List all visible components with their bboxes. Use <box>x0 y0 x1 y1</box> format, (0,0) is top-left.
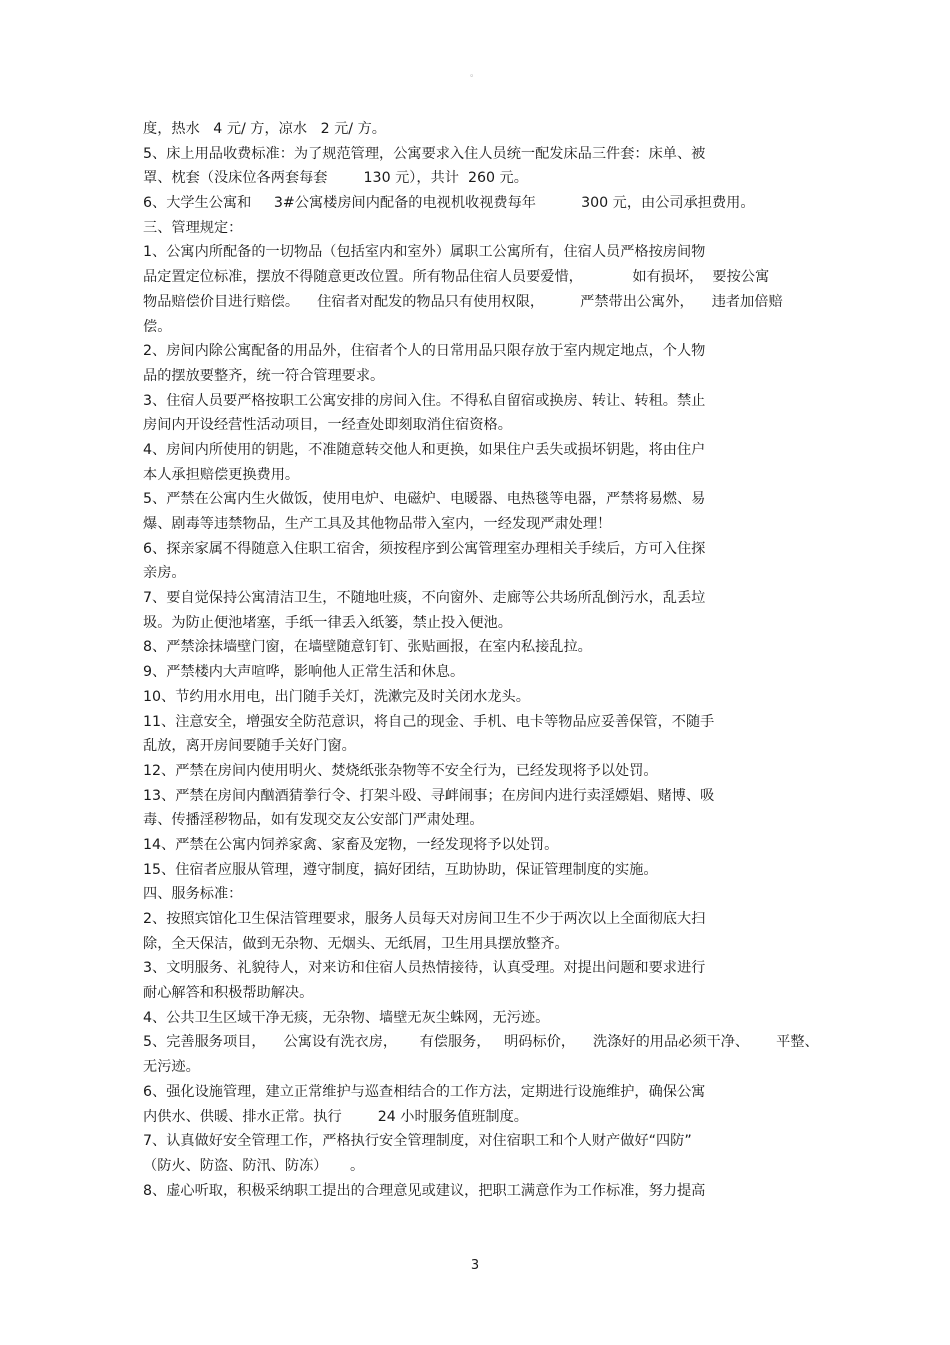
text-line: 圾。为防止便池堵塞，手纸一律丢入纸篓，禁止投入便池。 <box>143 614 512 631</box>
text-line: 8、虚心听取，积极采纳职工提出的合理意见或建议，把职工满意作为工作标准，努力提高 <box>143 1182 706 1199</box>
text-line: 2、按照宾馆化卫生保洁管理要求，服务人员每天对房间卫生不少于两次以上全面彻底大扫 <box>143 911 706 927</box>
text-line: 7、要自觉保持公寓清洁卫生，不随地吐痰，不向窗外、走廊等公共场所乱倒污水，乱丢垃 <box>143 590 706 607</box>
text-line: 偿。 <box>143 318 172 335</box>
text-line: 9、严禁楼内大声喧哗，影响他人正常生活和休息。 <box>143 664 465 681</box>
text-line: 7、认真做好安全管理工作，严格执行安全管理制度，对住宿职工和个人财产做好“四防” <box>143 1133 692 1150</box>
text-line: 物品赔偿价目进行赔偿。 住宿者对配发的物品只有使用权限， 严禁带出公寓外， 违者加倍赔 <box>143 293 783 310</box>
text-line: 8、严禁涂抹墙壁门窗，在墙壁随意钉钉、张贴画报，在室内私接乱拉。 <box>143 639 592 656</box>
text-line: 本人承担赔偿更换费用。 <box>143 466 300 483</box>
text-line: 3、住宿人员要严格按职工公寓安排的房间入住。不得私自留宿或换房、转让、转租。禁止 <box>143 392 706 409</box>
text-line: 罩、枕套（没床位各两套每套 130 元），共计 260 元。 <box>143 170 528 187</box>
text-line: 15、住宿者应服从管理，遵守制度，搞好团结，互助协助，保证管理制度的实施。 <box>143 861 658 878</box>
text-line: 5、严禁在公寓内生火做饭，使用电炉、电磁炉、电暖器、电热毯等电器，严禁将易燃、易 <box>143 491 706 508</box>
text-line: 6、大学生公寓和 3#公寓楼房间内配备的电视机收视费每年 300 元，由公司承担费用。 <box>143 195 755 212</box>
text-line: 毒、传播淫秽物品，如有发现交友公安部门严肃处理。 <box>143 812 484 829</box>
text-line: 4、房间内所使用的钥匙，不准随意转交他人和更换，如果住户丢失或损坏钥匙，将由住户 <box>143 441 706 458</box>
text-line: 亲房。 <box>143 565 186 582</box>
text-line: 度，热水 4 元/ 方，凉水 2 元/ 方。 <box>143 121 386 137</box>
text-line: 1、公寓内所配备的一切物品（包括室内和室外）属职工公寓所有，住宿人员严格按房间物 <box>143 244 706 261</box>
text-line: 乱放，离开房间要随手关好门窗。 <box>143 738 356 755</box>
text-line: 房间内开设经营性活动项目，一经查处即刻取消住宿资格。 <box>143 417 512 434</box>
text-line: 耐心解答和积极帮助解决。 <box>143 985 314 1002</box>
text-line: 6、探亲家属不得随意入住职工宿舍，须按程序到公寓管理室办理相关手续后，方可入住探 <box>143 540 706 557</box>
text-line: 6、强化设施管理，建立正常维护与巡查相结合的工作方法，定期进行设施维护，确保公寓 <box>143 1083 706 1100</box>
text-line: 4、公共卫生区域干净无痰，无杂物、墙壁无灰尘蛛网，无污迹。 <box>143 1009 550 1026</box>
text-line: 爆、剧毒等违禁物品，生产工具及其他物品带入室内，一经发现严肃处理！ <box>143 516 612 532</box>
text-line: 除，全天保洁，做到无杂物、无烟头、无纸屑，卫生用具摆放整齐。 <box>143 935 569 952</box>
text-line: 3、文明服务、礼貌待人，对来访和住宿人员热情接待，认真受理。对提出问题和要求进行 <box>143 960 706 977</box>
text-line: 四、服务标准： <box>143 886 243 903</box>
text-line: 11、注意安全，增强安全防范意识，将自己的现金、手机、电卡等物品应妥善保管，不随手 <box>143 713 715 730</box>
text-line: 2、房间内除公寓配备的用品外，住宿者个人的日常用品只限存放于室内规定地点，个人物 <box>143 343 706 360</box>
text-line: 品定置定位标准，摆放不得随意更改位置。所有物品住宿人员要爱惜， 如有损坏， 要按公寓 <box>143 269 770 286</box>
text-line: 13、严禁在房间内酗酒猜拳行令、打架斗殴、寻衅闹事；在房间内进行卖淫嫖娼、赌博、吸 <box>143 787 715 804</box>
text-line: 三、管理规定： <box>143 219 243 236</box>
text-line: 无污迹。 <box>143 1059 200 1076</box>
text-line: 5、完善服务项目， 公寓设有洗衣房， 有偿服务， 明码标价， 洗涤好的用品必须干净、 平整、 <box>143 1034 819 1051</box>
body-text <box>143 117 819 1203</box>
text-line: 12、严禁在房间内使用明火、焚烧纸张杂物等不安全行为，已经发现将予以处罚。 <box>143 762 658 779</box>
header-mark: 。 <box>470 69 480 79</box>
text-line: （防火、防盗、防汛、防冻） 。 <box>143 1157 365 1174</box>
text-line: 内供水、供暖、排水正常。执行 24 小时服务值班制度。 <box>143 1108 528 1125</box>
text-line: 10、节约用水用电，出门随手关灯，洗漱完及时关闭水龙头。 <box>143 688 530 705</box>
text-line: 14、严禁在公寓内饲养家禽、家畜及宠物，一经发现将予以处罚。 <box>143 836 559 853</box>
text-line: 品的摆放要整齐，统一符合管理要求。 <box>143 367 385 384</box>
page-number: 3 <box>470 1258 480 1273</box>
text-line: 5、床上用品收费标准：为了规范管理，公寓要求入住人员统一配发床品三件套：床单、被 <box>143 145 706 162</box>
